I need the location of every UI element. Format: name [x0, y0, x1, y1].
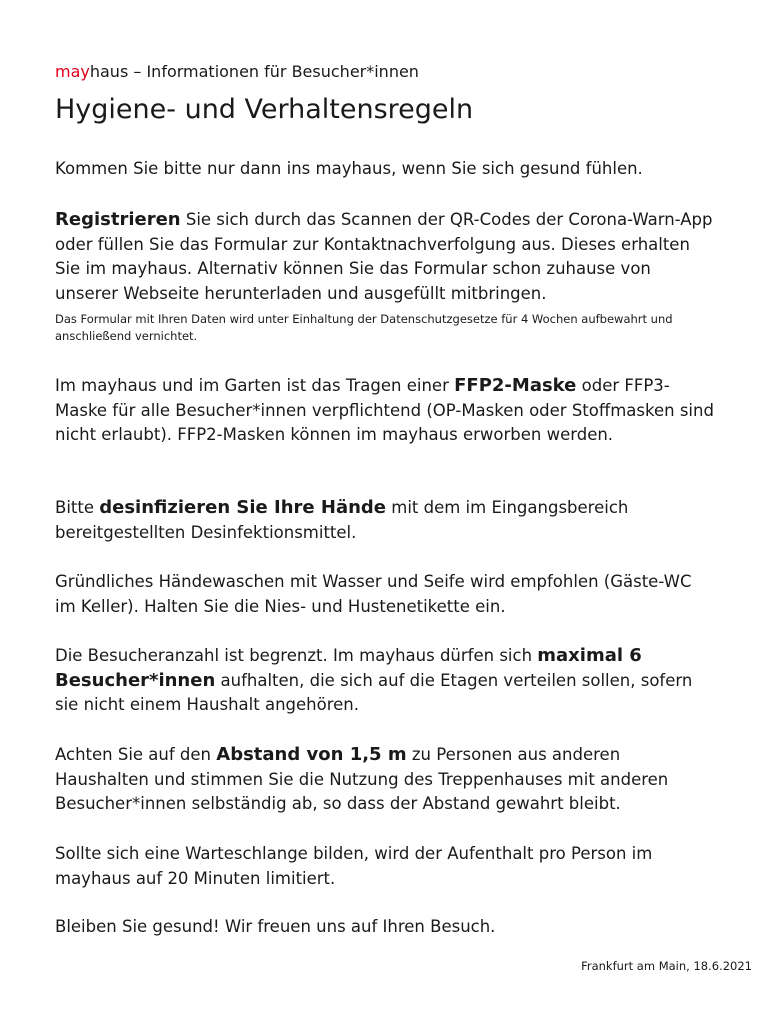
- mask-emphasis: FFP2-Maske: [454, 375, 577, 396]
- disinfect-text-post: mit dem im Eingangsbereich bereitgestellten Desinfektionsmittel.: [55, 498, 629, 542]
- paragraph-visitor-limit: [55, 644, 715, 718]
- paragraph-mask: [55, 374, 715, 448]
- disinfect-text-pre: Bitte: [55, 498, 100, 517]
- header-subtitle: – Informationen für Besucher*innen: [128, 62, 419, 81]
- distance-emphasis: Abstand von 1,5 m: [216, 744, 407, 765]
- page-title: Hygiene- und Verhaltensregeln: [55, 94, 474, 125]
- mask-text-pre: Im mayhaus und im Garten ist das Tragen einer: [55, 376, 455, 395]
- mask-text-post: oder FFP3-Maske für alle Besucher*innen verpflichtend (OP-Masken oder Stoffmasken sind nicht erlaubt). FFP2-Masken können im mayhaus erworben werden.: [55, 376, 714, 444]
- distance-text-pre: Achten Sie auf den: [55, 745, 217, 764]
- disinfect-emphasis: desinfizieren Sie Ihre Hände: [99, 497, 386, 518]
- distance-text-post: zu Personen aus anderen Haushalten und stimmen Sie die Nutzung des Treppenhauses mit anderen Besucher*innen selbständig ab, so dass der Abstand gewahrt bleibt.: [55, 745, 669, 813]
- paragraph-disinfect: [55, 496, 715, 545]
- visitor-limit-text-post: aufhalten, die sich auf die Etagen verteilen sollen, sofern sie nicht einem Haushalt angehören.: [55, 670, 693, 714]
- paragraph-handwashing: Gründliches Händewaschen mit Wasser und Seife wird empfohlen (Gäste-WC im Keller). Halten Sie die Nies- und Hustenetikette ein.: [55, 572, 692, 616]
- paragraph-registration: [55, 208, 715, 306]
- paragraph-closing: Bleiben Sie gesund! Wir freuen uns auf Ihren Besuch.: [55, 917, 496, 936]
- registration-emphasis: Registrieren: [55, 209, 181, 230]
- paragraph-health: Kommen Sie bitte nur dann ins mayhaus, wenn Sie sich gesund fühlen.: [55, 159, 643, 178]
- paragraph-queue: Sollte sich eine Warteschlange bilden, wird der Aufenthalt pro Person im mayhaus auf 20 Minuten limitiert.: [55, 844, 653, 888]
- document-header: [55, 62, 419, 81]
- paragraph-distance: [55, 743, 715, 817]
- footer-place-date: Frankfurt am Main, 18.6.2021: [581, 959, 752, 973]
- visitor-limit-emphasis: maximal 6 Besucher*innen: [55, 645, 642, 691]
- brand-name-highlight: may: [55, 62, 90, 81]
- registration-text: Sie sich durch das Scannen der QR-Codes der Corona-Warn-App oder füllen Sie das Formular zur Kontaktnachverfolgung aus. Dieses erhalten Sie im mayhaus. Alternativ können Sie das Formular schon zuhause von unserer Webseite herunterladen und ausgefüllt mitbringen.: [55, 210, 713, 303]
- registration-note: Das Formular mit Ihren Daten wird unter Einhaltung der Datenschutzgesetze für 4 Wochen aufbewahrt und anschließend vernichtet.: [55, 312, 673, 343]
- visitor-limit-text-pre: Die Besucheranzahl ist begrenzt. Im mayhaus dürfen sich: [55, 646, 538, 665]
- brand-name-rest: haus: [89, 62, 129, 81]
